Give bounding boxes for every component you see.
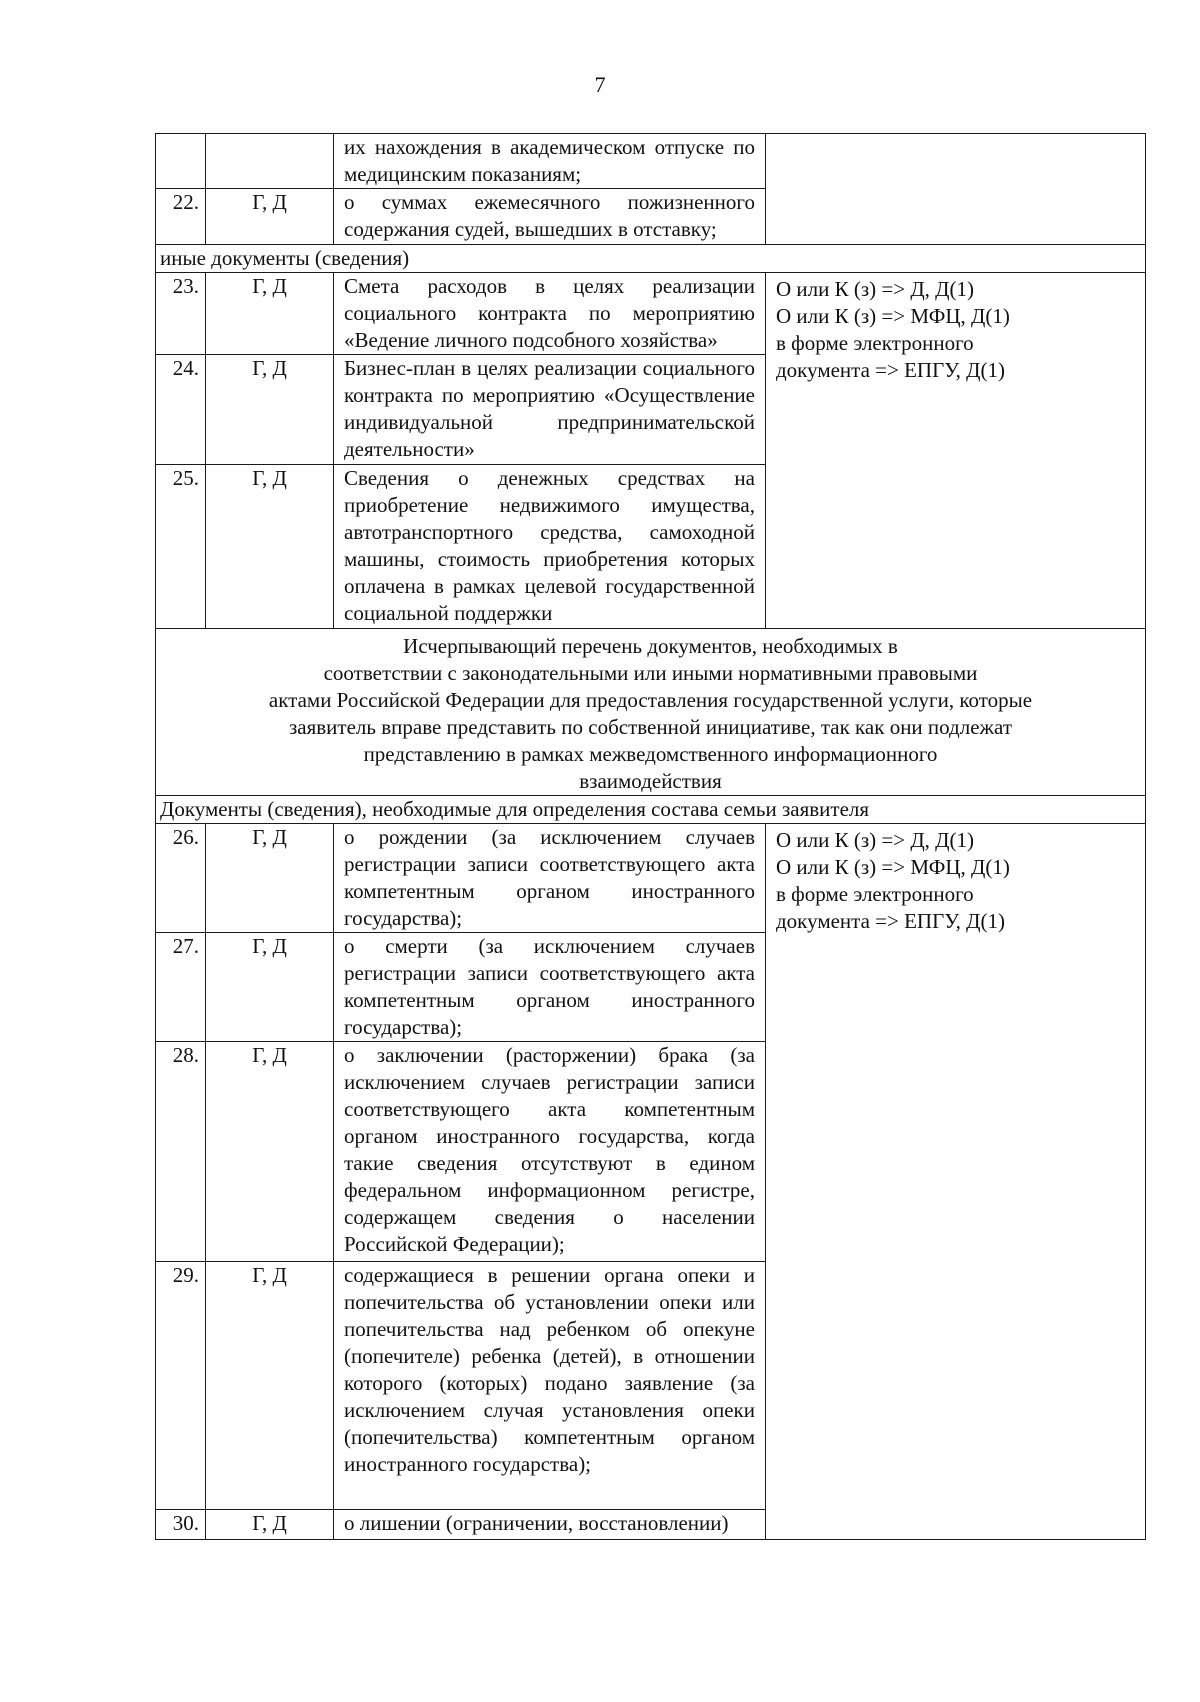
row-category: Г, Д (206, 824, 334, 933)
heading-line: взаимодействия (579, 769, 722, 793)
exhaustive-list-heading (156, 629, 1146, 796)
method-line: в форме электронного (776, 882, 974, 906)
section-row (156, 796, 1146, 824)
row-description: о суммах ежемесячного пожизненного содержания судей, вышедших в отставку; (334, 189, 766, 245)
row-category: Г, Д (206, 273, 334, 355)
row-description: о смерти (за исключением случаев регистрации записи соответствующего акта компетентным органом иностранного государства); (334, 933, 766, 1042)
method-line: документа => ЕПГУ, Д(1) (776, 358, 1005, 382)
row-description: их нахождения в академическом отпуске по медицинским показаниям; (334, 134, 766, 189)
row-number: 30. (156, 1510, 206, 1540)
heading-line: соответствии с законодательными или иными нормативными правовыми (323, 661, 978, 685)
method-line: О или К (з) => Д, Д(1) (776, 277, 974, 301)
row-category: Г, Д (206, 189, 334, 245)
heading-line: заявитель вправе представить по собственной инициативе, так как они подлежат (288, 715, 1012, 739)
row-description: о рождении (за исключением случаев регистрации записи соответствующего акта компетентным органом иностранного государства); (334, 824, 766, 933)
section-label-family-documents: Документы (сведения), необходимые для определения состава семьи заявителя (156, 796, 1146, 824)
row-number (156, 134, 206, 189)
submission-method-block (766, 824, 1146, 1540)
method-line: О или К (з) => Д, Д(1) (776, 828, 974, 852)
row-category: Г, Д (206, 355, 334, 465)
section-label-other-documents: иные документы (сведения) (156, 245, 1146, 273)
row-description: Сведения о денежных средствах на приобретение недвижимого имущества, автотранспортного средства, самоходной машины, стоимость приобретения которых оплачена в рамках целевой государственной социальной поддержки (334, 465, 766, 629)
method-line: О или К (з) => МФЦ, Д(1) (776, 304, 1010, 328)
row-category: Г, Д (206, 1042, 334, 1262)
row-description: о заключении (расторжении) брака (за исключением случаев регистрации записи соответствующего акта компетентным органом иностранного государства, когда такие сведения отсутствуют в едином федеральном информационном регистре, содержащем сведения о населении Российской Федерации); (334, 1042, 766, 1262)
row-description: о лишении (ограничении, восстановлении) (334, 1510, 766, 1540)
heading-row (156, 629, 1146, 796)
row-category (206, 134, 334, 189)
method-cell-empty (766, 134, 1146, 245)
submission-method-block (766, 273, 1146, 629)
method-line: документа => ЕПГУ, Д(1) (776, 909, 1005, 933)
heading-line: Исчерпывающий перечень документов, необходимых в (403, 634, 898, 658)
row-category: Г, Д (206, 465, 334, 629)
row-description: содержащиеся в решении органа опеки и попечительства об установлении опеки или попечительства над ребенком об опекуне (попечителе) ребенка (детей), в отношении которого (которых) подано заявление (за исключением случая установления опеки (попечительства) компетентным органом иностранного государства); (334, 1262, 766, 1510)
method-line: О или К (з) => МФЦ, Д(1) (776, 855, 1010, 879)
row-number: 28. (156, 1042, 206, 1262)
row-description: Бизнес-план в целях реализации социального контракта по мероприятию «Осуществление индивидуальной предпринимательской деятельности» (334, 355, 766, 465)
table-row (156, 824, 1146, 933)
row-number: 23. (156, 273, 206, 355)
row-number: 27. (156, 933, 206, 1042)
row-category: Г, Д (206, 933, 334, 1042)
documents-table (155, 133, 1146, 1540)
row-category: Г, Д (206, 1510, 334, 1540)
row-number: 24. (156, 355, 206, 465)
section-row (156, 245, 1146, 273)
row-number: 29. (156, 1262, 206, 1510)
method-line: в форме электронного (776, 331, 974, 355)
page-number: 7 (594, 72, 606, 97)
heading-line: актами Российской Федерации для предоставления государственной услуги, которые (268, 688, 1033, 712)
row-number: 25. (156, 465, 206, 629)
row-number: 26. (156, 824, 206, 933)
row-category: Г, Д (206, 1262, 334, 1510)
table-row (156, 134, 1146, 189)
heading-line: представлению в рамках межведомственного информационного (363, 742, 938, 766)
table-row (156, 273, 1146, 355)
row-description: Смета расходов в целях реализации социального контракта по мероприятию «Ведение личного подсобного хозяйства» (334, 273, 766, 355)
row-number: 22. (156, 189, 206, 245)
